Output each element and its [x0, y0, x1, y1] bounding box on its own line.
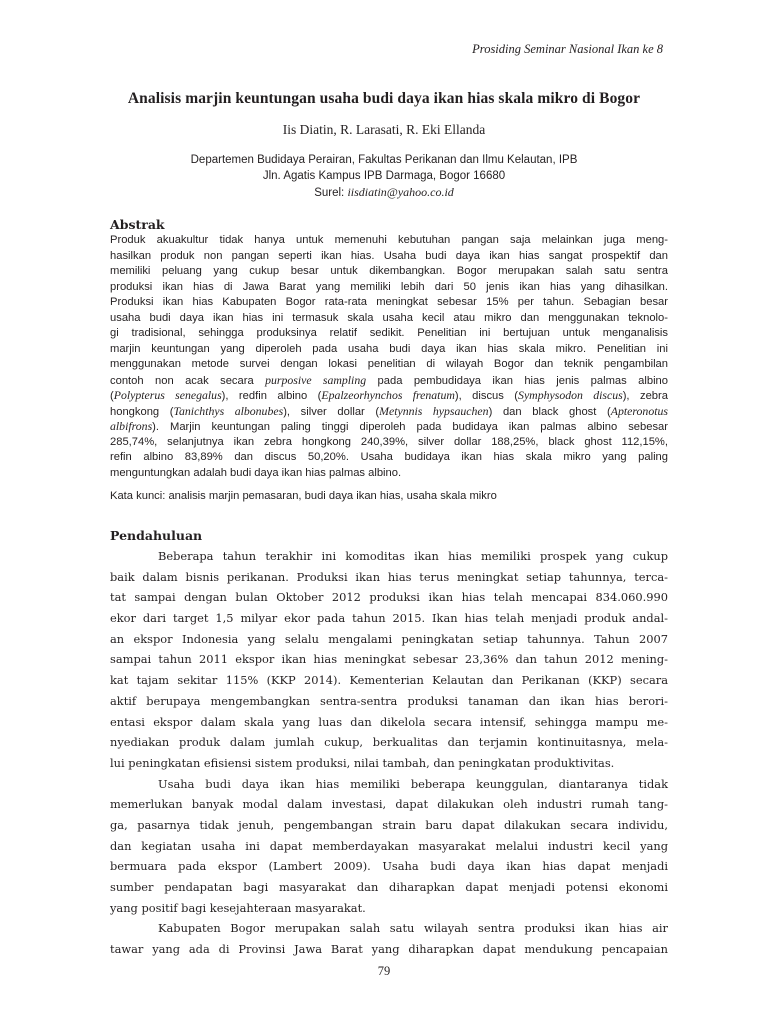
keywords: Kata kunci: analisis marjin pemasaran, budi daya ikan hias, usaha skala mikro [110, 490, 497, 502]
abstract-line: usaha budi daya ikan hias ini termasuk skala usaha kecil atau mikro dan menggunakan teknolo- [110, 311, 668, 324]
paragraph-line: aktif berupaya mengembangkan sentra-sentra produksi tanaman dan ikan hias berori- [110, 693, 668, 708]
species-name: Polypterus senegalus [113, 388, 222, 402]
paragraph-line: yang positif bagi kesejahteraan masyarakat. [110, 900, 366, 915]
introduction-body [110, 546, 668, 960]
paragraph-line: bermuara pada ekspor (Lambert 2009). Usaha budi daya ikan hias dapat menjadi [110, 859, 668, 874]
paragraph-line: ekor dari target 1,5 milyar ekor pada tahun 2015. Ikan hias telah menjadi produk andal- [110, 611, 668, 626]
abstract-line: Produk akuakultur tidak hanya untuk memenuhi kebutuhan pangan saja melainkan juga meng- [110, 234, 668, 246]
paragraph-line: tawar yang ada di Provinsi Jawa Barat yang diharapkan dapat mendukung pencapaian [110, 942, 668, 957]
abstract-line [110, 404, 668, 420]
abstract-line [110, 419, 668, 435]
species-name: Epalzeorhynchos frenatum [321, 388, 455, 402]
abstract-line: refin albino 83,89% dan discus 50,20%. Usaha budidaya ikan hias skala mikro yang paling [110, 451, 668, 463]
species-name: Symphysodon discus [518, 388, 623, 402]
abstract-line: marjin keuntungan yang diperoleh pada usaha budi daya ikan hias skala mikro. Penelitian ini [110, 342, 668, 355]
paragraph-line: Usaha budi daya ikan hias memiliki beberapa keunggulan, diantaranya tidak [158, 776, 668, 791]
abstract-text: ), zebra [622, 390, 668, 402]
abstract-line: gi tradisional, sehingga produksinya relatif sedikit. Penelitian ini bertujuan untuk menganalisis [110, 327, 668, 339]
running-header: Prosiding Seminar Nasional Ikan ke 8 [472, 42, 663, 56]
email-label: Surel: [314, 187, 348, 199]
paragraph-line: baik dalam bisnis perikanan. Produksi ikan hias terus meningkat setiap tahunnya, terca- [110, 569, 668, 584]
paragraph-line: sampai tahun 2011 ekspor ikan hias meningkat sebesar 23,36% dan tahun 2012 mening- [110, 652, 668, 667]
paragraph-line: Beberapa tahun terakhir ini komoditas ikan hias memiliki prospek yang cukup [158, 549, 668, 563]
paragraph-line: nyediakan produk dalam jumlah cukup, berkualitas dan terjamin kontinuitasnya, mela- [110, 735, 668, 750]
abstract-text: hongkong ( [110, 405, 174, 418]
paragraph-line: Kabupaten Bogor merupakan salah satu wilayah sentra produksi ikan hias air [158, 921, 668, 936]
paragraph-line: entasi ekspor dalam skala yang luas dan dikelola secara intensif, sehingga mampu me- [110, 714, 668, 729]
abstract-line [110, 373, 668, 389]
abstract-text: ( [110, 390, 114, 402]
paragraph-line: an ekspor Indonesia yang selalu mengalami peningkatan setiap tahunnya. Tahun 2007 [110, 631, 668, 646]
species-name: Tanichthys albonubes [173, 403, 284, 418]
abstract-text: ), silver dollar ( [283, 405, 380, 418]
affiliation-block [0, 152, 768, 201]
email-address: iisdiatin@yahoo.co.id [347, 185, 454, 199]
abstract-line: menggunakan metode survei dengan lokasi penelitian di wilayah Bogor dan teknik pengambilan [110, 358, 668, 370]
abstract-line: memiliki peluang yang cukup besar untuk dikembangkan. Bogor merupakan salah satu sentra [110, 265, 668, 277]
abstract-text: ), discus ( [454, 390, 519, 402]
abstract-line [110, 388, 668, 404]
article-title: Analisis marjin keuntungan usaha budi daya ikan hias skala mikro di Bogor [127, 90, 641, 107]
paragraph-line: lui peningkatan efisiensi sistem produksi, nilai tambah, dan peningkatan produktivitas. [110, 755, 615, 770]
abstract-line: produksi ikan hias di Jawa Barat yang memiliki lebih dari 50 jenis ikan hias yang dihasilkan. [110, 280, 668, 293]
species-name: Apteronotus [610, 403, 668, 418]
abstract-heading: Abstrak [110, 217, 165, 232]
abstract-text: ). Marjin keuntungan paling tinggi diperoleh pada budidaya ikan palmas albino sebesar [152, 421, 668, 433]
paragraph-line: kat tajam sekitar 115% (KKP 2014). Kementerian Kelautan dan Perikanan (KKP) secara [110, 673, 668, 688]
abstract-text: ), redfin albino ( [221, 390, 322, 402]
paragraph-line: memerlukan banyak modal dalam investasi, dapat dilakukan oleh industri rumah tang- [110, 797, 668, 812]
paragraph-line: dan kegiatan usaha ini dapat memberdayakan masyarakat melalui industri kecil yang [110, 838, 668, 853]
paragraph-line: tat sampai dengan bulan Oktober 2012 produksi ikan hias telah mencapai 834.060.990 [110, 590, 668, 605]
species-name: Metynnis hypsauchen [379, 403, 489, 418]
method-term: purposive sampling [265, 372, 367, 387]
affiliation-address: Jln. Agatis Kampus IPB Darmaga, Bogor 16680 [262, 170, 506, 182]
introduction-heading: Pendahuluan [110, 528, 203, 543]
paragraph-line: sumber pendapatan bagi masyarakat dan diharapkan dapat menjadi potensi ekonomi [110, 880, 668, 894]
page-number: 79 [377, 964, 391, 978]
affiliation-line: Departemen Budidaya Perairan, Fakultas Perikanan dan Ilmu Kelautan, IPB [190, 154, 578, 166]
abstract-line: menguntungkan adalah budi daya ikan hias palmas albino. [110, 466, 402, 479]
species-name: albifrons [110, 419, 153, 433]
abstract-line: 285,74%, selanjutnya ikan zebra hongkong 240,39%, silver dollar 188,25%, black ghost 112,15%, [110, 435, 668, 448]
author-list: Iis Diatin, R. Larasati, R. Eki Ellanda [282, 122, 486, 137]
abstract-text: pada pembudidaya ikan hias jenis palmas albino [366, 374, 668, 387]
abstract-text: ) dan black ghost ( [488, 405, 611, 418]
email-line [0, 184, 768, 201]
abstract-text: contoh non acak secara [110, 374, 266, 387]
abstract-line: Produksi ikan hias Kabupaten Bogor rata-rata meningkat sebesar 15% per tahun. Sebagian besar [110, 296, 668, 308]
abstract-body [110, 233, 668, 481]
paragraph-line: ga, pasarnya tidak jenuh, pengembangan strain baru dapat dilakukan secara individu, [110, 817, 668, 832]
abstract-line: hasilkan produk non pangan seperti ikan hias. Usaha budi daya ikan hias sangat prospektif dan [110, 249, 668, 262]
